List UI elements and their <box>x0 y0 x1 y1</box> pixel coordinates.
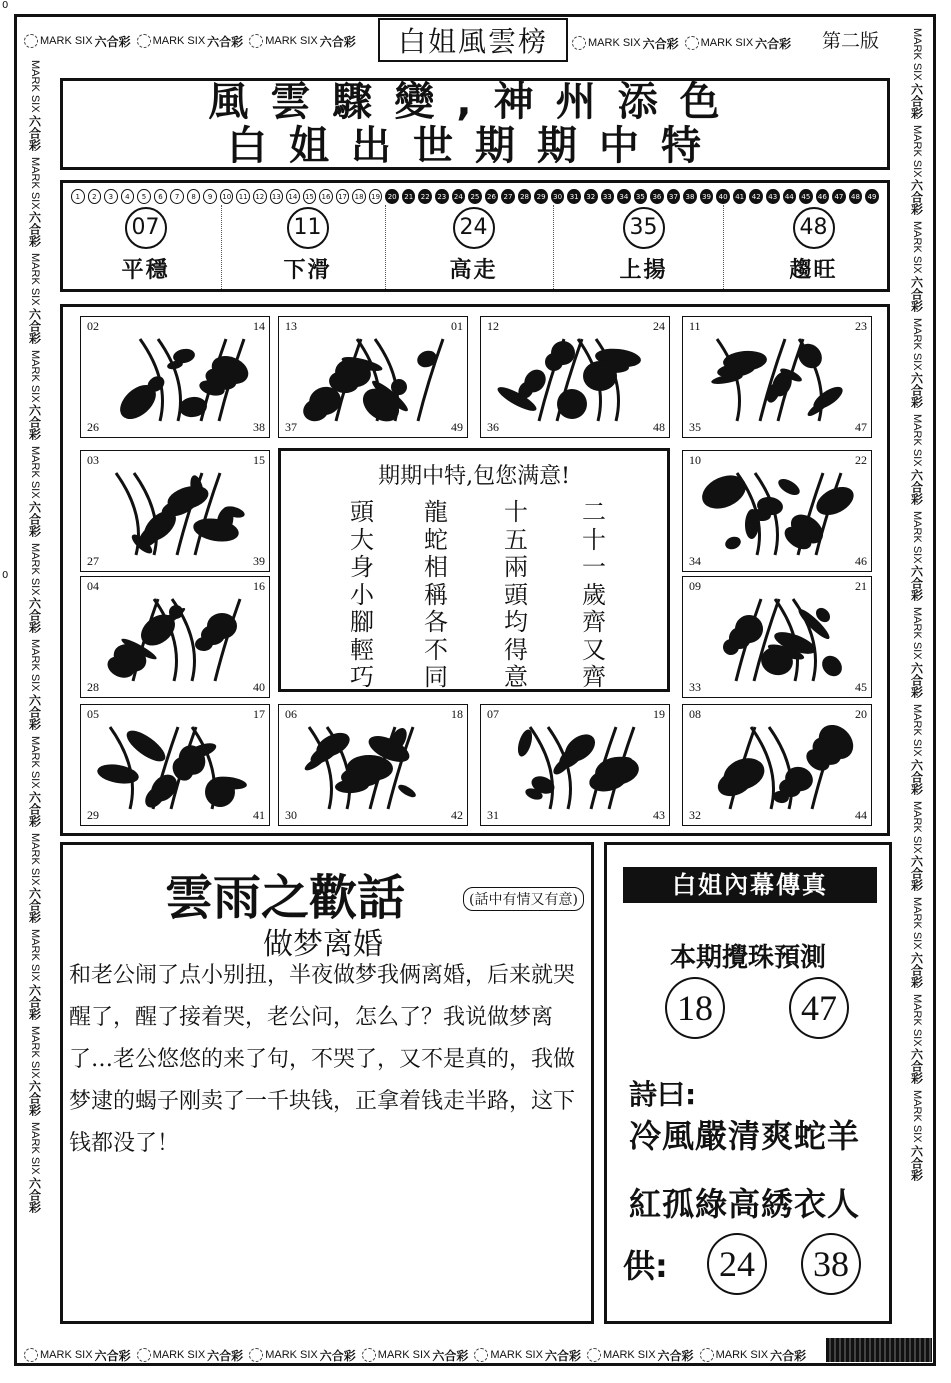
brand-token <box>27 446 44 537</box>
zodiac-number: 17 <box>253 707 265 721</box>
picture-cell <box>278 316 468 438</box>
brand-cn: 六合彩 <box>94 34 131 49</box>
gong-number: 24 <box>707 1233 767 1295</box>
trend-item <box>391 207 556 289</box>
brand-token <box>27 639 44 730</box>
flower-icon <box>572 36 586 50</box>
ball-number: 8 <box>187 189 201 204</box>
ball-number: 40 <box>716 189 730 204</box>
brand-strip-bottom <box>24 1344 824 1366</box>
story-title-note: (話中有情又有意) <box>463 887 584 911</box>
brand-token <box>909 511 926 602</box>
trend-box <box>60 180 890 292</box>
zodiac-number: 18 <box>451 707 463 721</box>
divider <box>385 205 387 289</box>
zodiac-number: 37 <box>285 420 297 434</box>
ball-number: 3 <box>104 189 118 204</box>
ball-number-row <box>71 189 879 204</box>
brand-mark: MARK SIX <box>911 1090 923 1143</box>
ball-number: 27 <box>501 189 515 204</box>
zodiac-number: 31 <box>487 808 499 822</box>
brand-token <box>572 35 679 52</box>
brand-mark: MARK SIX <box>29 929 41 982</box>
divider <box>553 205 555 289</box>
brand-token <box>909 414 926 505</box>
brand-token <box>27 157 44 248</box>
brand-cn: 六合彩 <box>27 500 42 537</box>
divider <box>723 205 725 289</box>
ball-number: 35 <box>634 189 648 204</box>
predict-number: 18 <box>665 977 725 1039</box>
story-subtitle: 做梦离婚 <box>263 927 383 962</box>
brand-token <box>909 994 926 1085</box>
brand-mark: MARK SIX <box>40 1349 93 1361</box>
brand-mark: MARK SIX <box>29 542 41 596</box>
brand-cn: 六合彩 <box>909 855 924 892</box>
picture-cell <box>480 316 670 438</box>
brand-mark: MARK SIX <box>911 800 923 854</box>
corner-mark: 0 <box>2 0 9 11</box>
ball-number: 16 <box>319 189 333 204</box>
brand-token <box>909 897 926 988</box>
brand-cn: 六合彩 <box>909 565 924 602</box>
ball-number: 20 <box>385 189 399 204</box>
brand-token <box>24 33 131 50</box>
trend-item <box>63 207 228 289</box>
zodiac-number: 20 <box>855 707 867 721</box>
flower-icon <box>474 1348 488 1362</box>
flower-icon <box>24 34 38 48</box>
brand-token <box>909 318 926 409</box>
brand-token <box>909 221 926 312</box>
ball-number: 30 <box>551 189 565 204</box>
brand-token <box>137 1347 244 1364</box>
brand-cn: 六合彩 <box>432 1348 469 1363</box>
ball-number: 6 <box>154 189 168 204</box>
brand-mark: MARK SIX <box>911 607 923 661</box>
poem-column: 十五兩頭均得意 <box>504 498 528 691</box>
brand-mark: MARK SIX <box>377 1349 431 1361</box>
brand-cn: 六合彩 <box>909 1144 924 1181</box>
zodiac-number: 32 <box>689 808 701 822</box>
divider <box>221 205 223 289</box>
ball-number: 28 <box>518 189 532 204</box>
zodiac-number: 41 <box>253 808 265 822</box>
ball-number: 49 <box>865 189 879 204</box>
zodiac-number: 09 <box>689 579 701 593</box>
ball-number: 23 <box>435 189 449 204</box>
predict-title: 本期攪珠預測 <box>669 943 826 973</box>
ball-number: 38 <box>683 189 697 204</box>
ball-number: 5 <box>137 189 151 204</box>
brand-token <box>27 253 44 344</box>
brand-mark: MARK SIX <box>152 1349 206 1361</box>
brand-cn: 六合彩 <box>27 887 42 924</box>
ink-painting-icon <box>97 331 257 425</box>
ball-number: 42 <box>749 189 763 204</box>
ball-number: 43 <box>766 189 780 204</box>
brand-mark: MARK SIX <box>911 414 923 467</box>
zodiac-number: 04 <box>87 579 99 593</box>
zodiac-number: 05 <box>87 707 99 721</box>
brand-mark: MARK SIX <box>29 60 41 113</box>
brand-cn: 六合彩 <box>27 790 42 827</box>
brand-token <box>27 543 44 634</box>
ball-number: 41 <box>733 189 747 204</box>
brand-cn: 六合彩 <box>94 1348 131 1363</box>
ball-number: 45 <box>799 189 813 204</box>
brand-token <box>909 801 926 892</box>
gong-number: 38 <box>801 1233 861 1295</box>
brand-token <box>27 350 44 441</box>
ink-painting-icon <box>497 331 657 425</box>
brand-cn: 六合彩 <box>27 983 42 1020</box>
page-title: 白姐風雲榜 <box>378 18 568 62</box>
ball-number: 2 <box>88 189 102 204</box>
ball-number: 36 <box>650 189 664 204</box>
brand-mark: MARK SIX <box>911 993 923 1047</box>
ink-painting-icon <box>295 331 455 425</box>
brand-token <box>362 1347 469 1364</box>
ink-painting-icon <box>699 591 859 685</box>
brand-strip-right <box>906 28 928 1328</box>
trend-item <box>561 207 726 289</box>
ball-number: 46 <box>816 189 830 204</box>
zodiac-number: 08 <box>689 707 701 721</box>
ball-number: 32 <box>584 189 598 204</box>
brand-cn: 六合彩 <box>27 211 42 248</box>
zodiac-number: 06 <box>285 707 297 721</box>
brand-mark: MARK SIX <box>152 35 206 47</box>
brand-mark: MARK SIX <box>602 1349 656 1361</box>
zodiac-number: 02 <box>87 319 99 333</box>
ball-number: 9 <box>203 189 217 204</box>
ball-number: 12 <box>253 189 267 204</box>
ink-painting-icon <box>699 465 859 559</box>
ball-number: 29 <box>534 189 548 204</box>
zodiac-number: 13 <box>285 319 297 333</box>
brand-cn: 六合彩 <box>27 404 42 441</box>
brand-cn: 六合彩 <box>642 36 679 51</box>
zodiac-number: 30 <box>285 808 297 822</box>
zodiac-number: 43 <box>653 808 665 822</box>
ball-number: 22 <box>418 189 432 204</box>
zodiac-number: 10 <box>689 453 701 467</box>
prediction-box <box>604 842 892 1324</box>
brand-token <box>27 736 44 827</box>
ball-number: 1 <box>71 189 85 204</box>
trend-label: 高走 <box>449 258 498 283</box>
brand-cn: 六合彩 <box>909 1048 924 1085</box>
zodiac-number: 12 <box>487 319 499 333</box>
brand-mark: MARK SIX <box>911 221 923 274</box>
flower-icon <box>700 1348 714 1362</box>
brand-cn: 六合彩 <box>909 179 924 216</box>
brand-mark: MARK SIX <box>265 35 318 47</box>
brand-cn: 六合彩 <box>909 662 924 699</box>
brand-cn: 六合彩 <box>909 468 924 505</box>
brand-token <box>249 1347 356 1364</box>
brand-cn: 六合彩 <box>909 82 924 119</box>
zodiac-number: 40 <box>253 680 265 694</box>
brand-token <box>24 1347 131 1364</box>
flower-icon <box>362 1348 376 1362</box>
brand-token <box>249 33 356 50</box>
zodiac-number: 34 <box>689 554 701 568</box>
ball-number: 39 <box>700 189 714 204</box>
zodiac-number: 14 <box>253 319 265 333</box>
ball-number: 10 <box>220 189 234 204</box>
brand-token <box>474 1347 581 1364</box>
brand-cn: 六合彩 <box>909 951 924 988</box>
flower-icon <box>249 34 263 48</box>
picture-cell <box>682 704 872 826</box>
ink-painting-icon <box>699 719 859 813</box>
predict-number: 47 <box>789 977 849 1039</box>
brand-token <box>909 125 926 216</box>
banner-title: 白姐內幕傳真 <box>623 867 877 903</box>
zodiac-number: 03 <box>87 453 99 467</box>
zodiac-number: 35 <box>689 420 701 434</box>
brand-mark: MARK SIX <box>29 253 41 306</box>
poem-line: 紅孤綠高綉衣人 <box>629 1185 861 1223</box>
trend-number: 48 <box>793 207 835 249</box>
ball-number: 11 <box>236 189 250 204</box>
ball-number: 26 <box>485 189 499 204</box>
trend-label: 趨旺 <box>789 258 838 283</box>
brand-mark: MARK SIX <box>29 1025 41 1079</box>
zodiac-number: 38 <box>253 420 265 434</box>
brand-mark: MARK SIX <box>911 704 923 757</box>
zodiac-number: 22 <box>855 453 867 467</box>
ink-painting-icon <box>295 719 455 813</box>
poem-head: 詩曰: <box>629 1078 697 1111</box>
trend-number: 11 <box>287 207 329 249</box>
flower-icon <box>249 1348 263 1362</box>
flower-icon <box>137 34 151 48</box>
brand-cn: 六合彩 <box>207 1348 244 1363</box>
brand-cn: 六合彩 <box>319 34 356 49</box>
ball-number: 21 <box>402 189 416 204</box>
brand-mark: MARK SIX <box>29 156 41 210</box>
brand-mark: MARK SIX <box>29 832 41 886</box>
ball-number: 18 <box>352 189 366 204</box>
zodiac-number: 42 <box>451 808 463 822</box>
brand-token <box>27 1122 44 1213</box>
zodiac-number: 26 <box>87 420 99 434</box>
zodiac-number: 01 <box>451 319 463 333</box>
brand-cn: 六合彩 <box>207 34 244 49</box>
brand-mark: MARK SIX <box>911 124 923 178</box>
poem-header: 期期中特,包您满意! <box>378 464 570 489</box>
ball-number: 15 <box>303 189 317 204</box>
headline-line-1: 風雲驟變,神州添色 <box>208 79 742 125</box>
brand-mark: MARK SIX <box>911 28 923 81</box>
ball-number: 37 <box>667 189 681 204</box>
trend-item <box>731 207 896 289</box>
brand-mark: MARK SIX <box>490 1349 543 1361</box>
picture-cell <box>682 450 872 572</box>
headline-box <box>60 78 890 170</box>
picture-cell <box>80 316 270 438</box>
trend-label: 平穩 <box>121 258 170 283</box>
brand-mark: MARK SIX <box>588 37 641 49</box>
ball-number: 25 <box>468 189 482 204</box>
trend-number: 07 <box>125 207 167 249</box>
picture-cell <box>480 704 670 826</box>
brand-cn: 六合彩 <box>27 307 42 344</box>
brand-strip-top-right <box>572 32 812 54</box>
poem-line: 冷風嚴清爽蛇羊 <box>629 1117 861 1155</box>
ball-number: 33 <box>601 189 615 204</box>
brand-cn: 六合彩 <box>755 36 792 51</box>
brand-mark: MARK SIX <box>29 349 41 403</box>
trend-number: 24 <box>453 207 495 249</box>
brand-mark: MARK SIX <box>715 1349 769 1361</box>
zodiac-number: 48 <box>653 420 665 434</box>
ink-painting-icon <box>97 719 257 813</box>
brand-cn: 六合彩 <box>909 275 924 312</box>
brand-strip-top-left <box>24 30 374 52</box>
zodiac-number: 07 <box>487 707 499 721</box>
ink-painting-icon <box>97 591 257 685</box>
ball-number: 7 <box>170 189 184 204</box>
brand-token <box>27 60 44 151</box>
edition-label: 第二版 <box>822 30 880 52</box>
brand-cn: 六合彩 <box>27 114 42 151</box>
trend-item <box>225 207 390 289</box>
zodiac-number: 15 <box>253 453 265 467</box>
poem-column: 龍蛇相稱各不同 <box>424 498 448 691</box>
brand-cn: 六合彩 <box>909 372 924 409</box>
brand-cn: 六合彩 <box>657 1348 694 1363</box>
trend-label: 上揚 <box>619 258 668 283</box>
brand-mark: MARK SIX <box>700 37 754 49</box>
zodiac-number: 33 <box>689 680 701 694</box>
brand-token <box>137 33 244 50</box>
gong-label: 供: <box>623 1247 668 1285</box>
story-body: 和老公闹了点小别扭，半夜做梦我俩离婚，后来就哭醒了，醒了接着哭，老公问，怎么了？我说做梦离了…老公悠悠的来了句，不哭了，又不是真的，我做梦逮的蝎子刚卖了一千块钱，正拿着钱走半路，这下钱都没了！ <box>69 963 576 1156</box>
picture-cell <box>80 704 270 826</box>
ball-number: 47 <box>832 189 846 204</box>
poem-column: 二十一歲齊又齊 <box>582 498 606 691</box>
brand-mark: MARK SIX <box>911 317 923 371</box>
zodiac-number: 19 <box>653 707 665 721</box>
brand-token <box>909 607 926 698</box>
picture-cell <box>278 704 468 826</box>
brand-strip-left <box>24 60 46 1330</box>
ink-painting-icon <box>497 719 657 813</box>
ink-painting-icon <box>97 465 257 559</box>
brand-token <box>700 1347 807 1364</box>
zodiac-number: 46 <box>855 554 867 568</box>
trend-number: 35 <box>623 207 665 249</box>
picture-cell <box>682 576 872 698</box>
trend-label: 下滑 <box>283 258 332 283</box>
zodiac-number: 24 <box>653 319 665 333</box>
ball-number: 19 <box>369 189 383 204</box>
brand-mark: MARK SIX <box>911 897 923 950</box>
corner-mark: 0 <box>2 570 9 581</box>
brand-mark: MARK SIX <box>265 1349 318 1361</box>
zodiac-number: 44 <box>855 808 867 822</box>
brand-cn: 六合彩 <box>544 1348 581 1363</box>
brand-token <box>27 929 44 1020</box>
story-title: 雲雨之歡話 <box>165 870 406 926</box>
brand-token <box>909 704 926 795</box>
brand-cn: 六合彩 <box>909 758 924 795</box>
flower-icon <box>24 1348 38 1362</box>
zodiac-number: 23 <box>855 319 867 333</box>
brand-mark: MARK SIX <box>29 736 41 789</box>
brand-cn: 六合彩 <box>27 1176 42 1213</box>
zodiac-number: 16 <box>253 579 265 593</box>
brand-token <box>685 35 792 52</box>
poem-box <box>278 448 670 692</box>
zodiac-number: 27 <box>87 554 99 568</box>
brand-cn: 六合彩 <box>770 1348 807 1363</box>
ball-number: 17 <box>336 189 350 204</box>
brand-cn: 六合彩 <box>27 1080 42 1117</box>
brand-mark: MARK SIX <box>29 1122 41 1175</box>
ball-number: 34 <box>617 189 631 204</box>
ball-number: 44 <box>783 189 797 204</box>
ball-number: 48 <box>849 189 863 204</box>
ball-number: 4 <box>121 189 135 204</box>
ball-number: 14 <box>286 189 300 204</box>
brand-mark: MARK SIX <box>29 446 41 499</box>
zodiac-number: 39 <box>253 554 265 568</box>
zodiac-number: 47 <box>855 420 867 434</box>
story-box <box>60 842 594 1324</box>
ink-painting-icon <box>699 331 859 425</box>
picture-cell <box>80 576 270 698</box>
brand-mark: MARK SIX <box>29 639 41 693</box>
zodiac-number: 29 <box>87 808 99 822</box>
brand-cn: 六合彩 <box>27 597 42 634</box>
zodiac-number: 45 <box>855 680 867 694</box>
picture-cell <box>80 450 270 572</box>
flower-icon <box>137 1348 151 1362</box>
brand-cn: 六合彩 <box>319 1348 356 1363</box>
poem-column: 頭大身小腳輕巧 <box>350 498 374 691</box>
brand-token <box>587 1347 694 1364</box>
zodiac-number: 28 <box>87 680 99 694</box>
picture-cell <box>682 316 872 438</box>
flower-icon <box>587 1348 601 1362</box>
zodiac-number: 21 <box>855 579 867 593</box>
flower-icon <box>685 36 699 50</box>
brand-token <box>909 28 926 119</box>
brand-cn: 六合彩 <box>27 694 42 731</box>
brand-mark: MARK SIX <box>911 510 923 564</box>
brand-token <box>27 1026 44 1117</box>
ball-number: 13 <box>270 189 284 204</box>
barcode-bar <box>826 1338 932 1362</box>
zodiac-number: 36 <box>487 420 499 434</box>
zodiac-number: 11 <box>689 319 701 333</box>
zodiac-number: 49 <box>451 420 463 434</box>
brand-token <box>27 833 44 924</box>
ball-number: 31 <box>567 189 581 204</box>
ball-number: 24 <box>452 189 466 204</box>
brand-mark: MARK SIX <box>40 35 93 47</box>
brand-token <box>909 1090 926 1181</box>
headline-line-2: 白姐出世期期中特 <box>227 123 723 169</box>
